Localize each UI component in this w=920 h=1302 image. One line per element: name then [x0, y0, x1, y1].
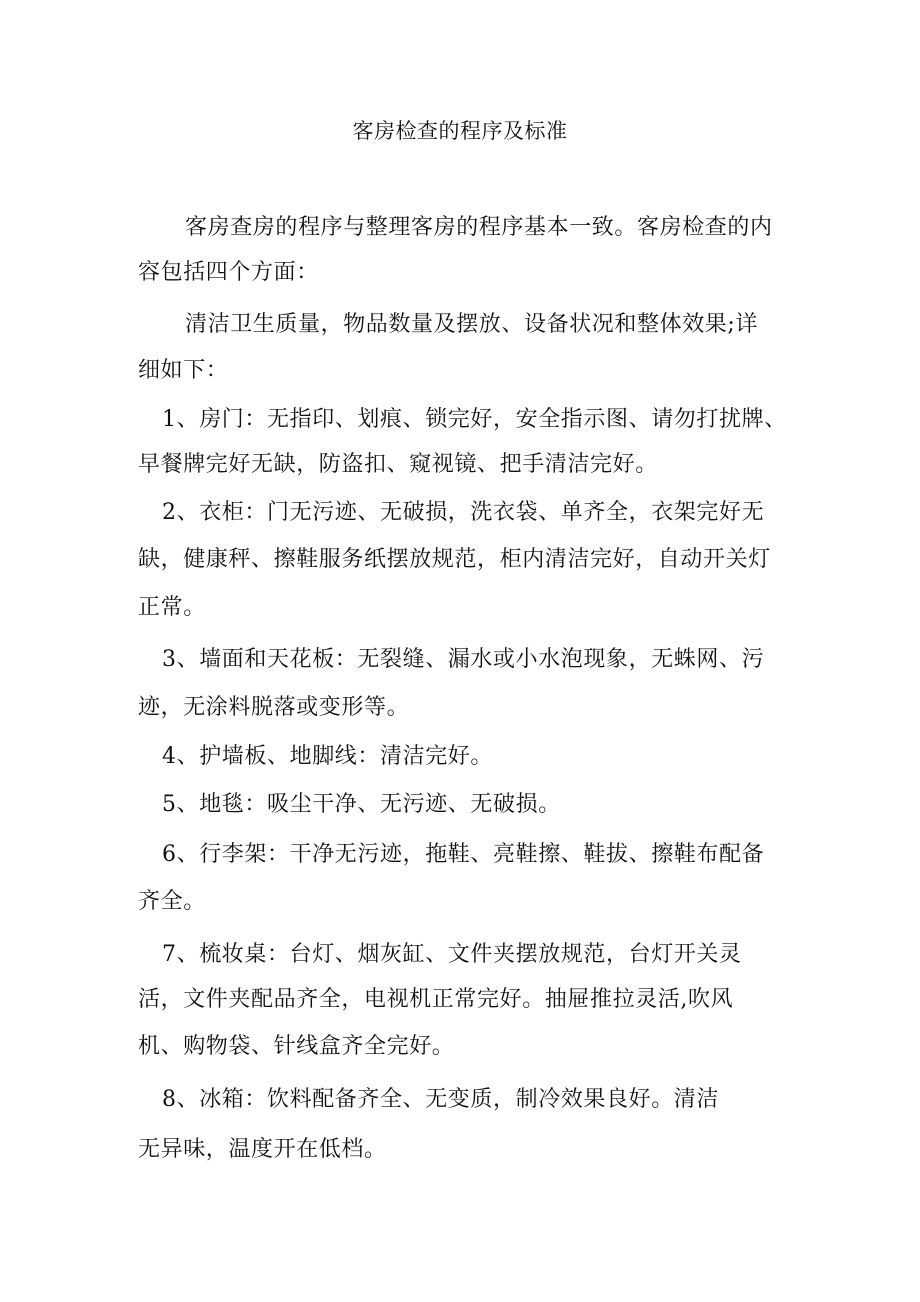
item-line: 8、冰箱：饮料配备齐全、无变质，制冷效果良好。清洁 [162, 1087, 719, 1112]
item-line: 迹，无涂料脱落或变形等。 [138, 695, 410, 720]
intro-line-2: 容包括四个方面： [138, 260, 319, 285]
item-line: 齐全。 [138, 889, 206, 914]
item-line: 正常。 [138, 595, 206, 620]
item-line: 活，文件夹配品齐全，电视机正常完好。抽屉推拉灵活,吹风 [138, 987, 734, 1012]
item-line: 4、护墙板、地脚线：清洁完好。 [162, 744, 493, 769]
intro-line-1: 客房查房的程序与整理客房的程序基本一致。客房检查的内 [185, 215, 773, 240]
item-line: 3、墙面和天花板：无裂缝、漏水或小水泡现象，无蛛网、污 [162, 647, 765, 672]
item-line: 1、房门：无指印、划痕、锁完好，安全指示图、请勿打扰牌、 [162, 407, 787, 432]
item-line: 2、衣柜：门无污迹、无破损，洗衣袋、单齐全，衣架完好无 [162, 500, 765, 525]
item-line: 缺，健康秤、擦鞋服务纸摆放规范，柜内清洁完好，自动开关灯 [138, 547, 771, 572]
aspects-line-1: 清洁卫生质量，物品数量及摆放、设备状况和整体效果;详 [185, 312, 759, 337]
document-title: 客房检查的程序及标准 [352, 119, 568, 143]
item-line: 无异味，温度开在低档。 [138, 1137, 387, 1162]
item-line: 机、购物袋、针线盒齐全完好。 [138, 1034, 455, 1059]
item-line: 7、梳妆桌：台灯、烟灰缸、文件夹摆放规范，台灯开关灵 [162, 942, 742, 967]
item-line: 6、行李架：干净无污迹，拖鞋、亮鞋擦、鞋拔、擦鞋布配备 [162, 842, 765, 867]
item-line: 5、地毯：吸尘干净、无污迹、无破损。 [162, 792, 561, 817]
aspects-line-2: 细如下： [138, 358, 229, 383]
item-line: 早餐牌完好无缺，防盗扣、窥视镜、把手清洁完好。 [138, 452, 658, 477]
